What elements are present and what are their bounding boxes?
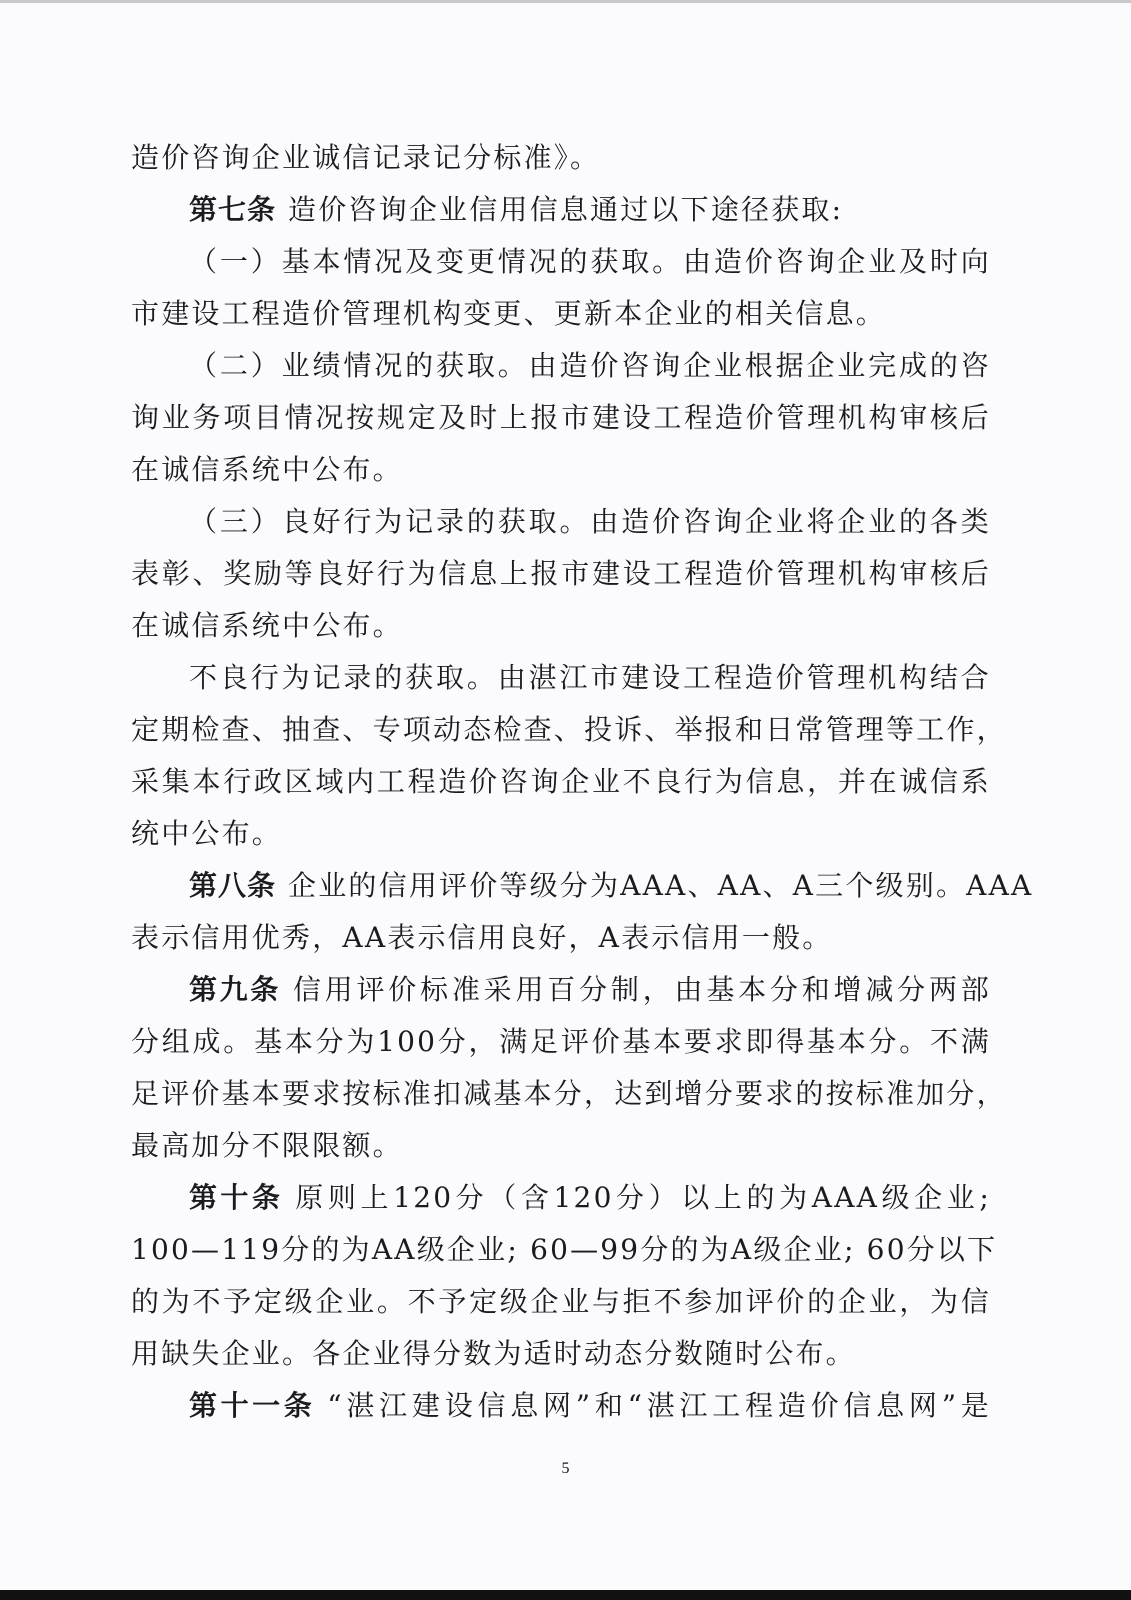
text-line — [189, 658, 991, 698]
text-line — [131, 1334, 991, 1374]
line-text: 造价咨询企业信用信息通过以下途径获取: — [288, 193, 844, 226]
text-line — [131, 918, 991, 958]
text-line — [131, 450, 991, 490]
text-line — [131, 1022, 991, 1062]
line-text: 造价咨询企业诚信记录记分标准》。 — [131, 141, 601, 174]
line-text: 不良行为记录的获取。由湛江市建设工程造价管理机构结合 — [189, 661, 991, 694]
line-text: （一）基本情况及变更情况的获取。由造价咨询企业及时向 — [189, 245, 991, 278]
text-line — [189, 502, 991, 542]
line-text: （三）良好行为记录的获取。由造价咨询企业将企业的各类 — [189, 505, 991, 538]
scan-bottom-edge — [0, 1590, 1131, 1600]
line-text: 市建设工程造价管理机构变更、更新本企业的相关信息。 — [131, 297, 887, 330]
line-text: 统中公布。 — [131, 817, 283, 850]
text-line — [131, 554, 991, 594]
line-text: 表示信用优秀，AA表示信用良好，A表示信用一般。 — [131, 921, 833, 954]
text-line — [189, 346, 991, 386]
scan-top-edge — [0, 0, 1131, 3]
line-text: 询业务项目情况按规定及时上报市建设工程造价管理机构审核后 — [131, 401, 991, 434]
article-heading: 第九条 — [189, 973, 281, 1006]
text-line — [189, 1178, 991, 1218]
text-line — [131, 762, 991, 802]
line-text: 用缺失企业。各企业得分数为适时动态分数随时公布。 — [131, 1337, 856, 1370]
text-line — [131, 1282, 991, 1322]
article-heading: 第七条 — [189, 193, 277, 226]
line-text: 表彰、奖励等良好行为信息上报市建设工程造价管理机构审核后 — [131, 557, 991, 590]
line-text: 信用评价标准采用百分制，由基本分和增减分两部 — [292, 973, 991, 1006]
text-line — [131, 1126, 991, 1166]
line-text: 分组成。基本分为100分，满足评价基本要求即得基本分。不满 — [131, 1025, 991, 1058]
line-text: 最高加分不限限额。 — [131, 1129, 403, 1162]
page-number: 5 — [561, 1460, 570, 1477]
line-text: “湛江建设信息网”和“湛江工程造价信息网”是 — [327, 1389, 991, 1422]
text-line — [189, 242, 991, 282]
text-line — [131, 1074, 1007, 1114]
article-heading: 第十一条 — [189, 1389, 316, 1422]
line-text: （二）业绩情况的获取。由造价咨询企业根据企业完成的咨 — [189, 349, 991, 382]
article-heading: 第十条 — [189, 1181, 284, 1214]
line-text: 采集本行政区域内工程造价咨询企业不良行为信息，并在诚信系 — [131, 765, 991, 798]
text-line — [131, 814, 991, 854]
text-line — [131, 606, 991, 646]
line-text: 企业的信用评价等级分为AAA、AA、A三个级别。AAA — [288, 869, 1034, 902]
line-text: 在诚信系统中公布。 — [131, 609, 403, 642]
line-text: 原则上120分（含120分）以上的为AAA级企业; — [295, 1181, 991, 1214]
line-text: 定期检查、抽查、专项动态检查、投诉、举报和日常管理等工作， — [131, 713, 1007, 746]
line-text: 足评价基本要求按标准扣减基本分，达到增分要求的按标准加分， — [131, 1077, 1007, 1110]
article-heading: 第八条 — [189, 869, 277, 902]
text-line — [131, 138, 991, 178]
text-line — [131, 1230, 998, 1270]
text-line — [189, 970, 991, 1010]
line-text: 的为不予定级企业。不予定级企业与拒不参加评价的企业，为信 — [131, 1285, 991, 1318]
text-line — [189, 190, 991, 230]
text-line — [189, 866, 1034, 906]
line-text: 在诚信系统中公布。 — [131, 453, 403, 486]
text-line — [131, 710, 1007, 750]
text-line — [131, 294, 991, 334]
text-line — [131, 398, 991, 438]
text-line — [189, 1386, 991, 1426]
line-text: 100—119分的为AA级企业; 60—99分的为A级企业; 60分以下 — [131, 1233, 998, 1266]
